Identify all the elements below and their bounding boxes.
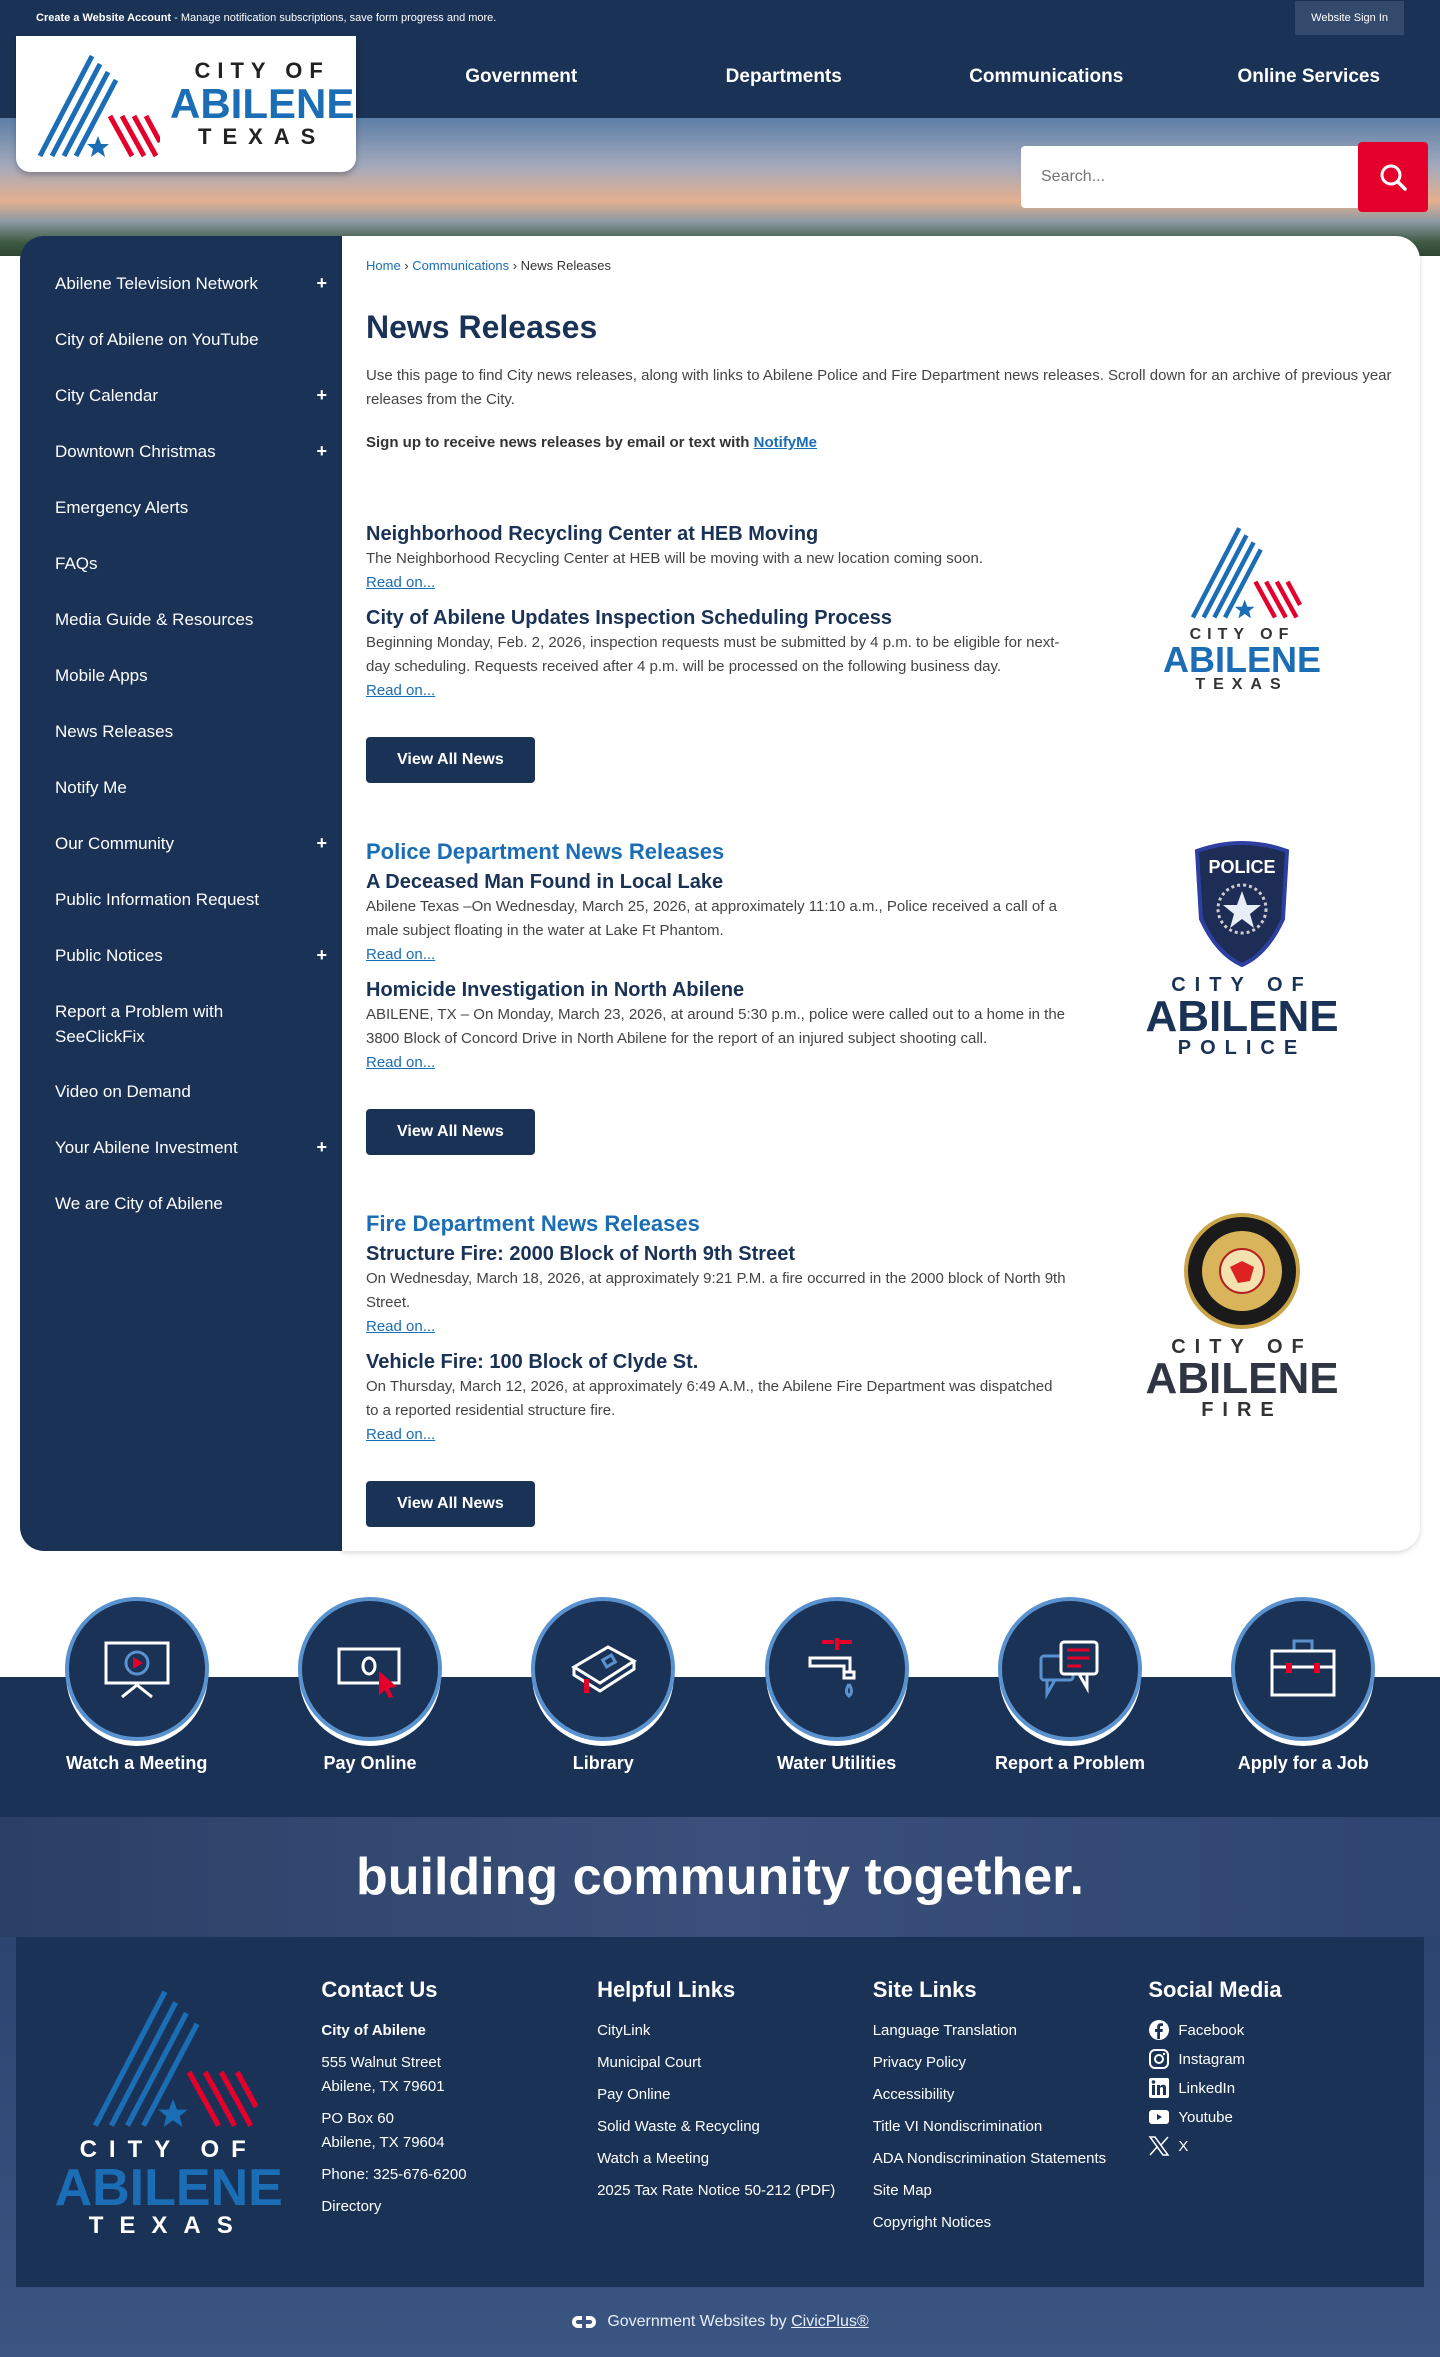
briefcase-icon (1231, 1597, 1375, 1741)
news-section (366, 839, 1392, 1155)
facebook-icon (1148, 2019, 1170, 2041)
sidebar-item[interactable] (20, 648, 342, 704)
read-on-link[interactable]: Read on... (366, 679, 435, 703)
footer-logo: CITY OF ABILENE TEXAS (16, 1977, 321, 2243)
fire-dept-seal-icon (1182, 1211, 1302, 1331)
pay-online-icon (298, 1597, 442, 1741)
svg-text:POLICE: POLICE (1208, 857, 1275, 877)
news-item-desc: Abilene Texas –On Wednesday, March 25, 2026, at approximately 11:10 a.m., Police received a call of a male subject floating in the water at Lake Ft Phantom. (366, 895, 1066, 943)
quick-link[interactable]: Report a Problem (970, 1597, 1170, 1774)
sidebar-item[interactable] (20, 704, 342, 760)
footer-site-links: Site Links Language Translation Privacy Policy Accessibility Title VI Nondiscrimination ADA Nondiscrimination Statements Site Map Copyright Notices (873, 1977, 1149, 2243)
sidebar-item[interactable] (20, 592, 342, 648)
footer-helpful-links: Helpful Links CityLink Municipal Court Pay Online Solid Waste & Recycling Watch a Meeting 2025 Tax Rate Notice 50-212 (PDF) (597, 1977, 873, 2243)
breadcrumb: Home › Communications › News Releases (366, 258, 1392, 273)
website-sign-in-button[interactable]: Website Sign In (1295, 1, 1404, 35)
powered-by: Government Websites by CivicPlus® (16, 2287, 1424, 2357)
page-intro: Use this page to find City news releases, along with links to Abilene Police and Fire Department news releases. Scroll down for an archive of previous year releases from the City. (366, 364, 1392, 412)
search-button[interactable] (1358, 142, 1428, 212)
phone: Phone: 325-676-6200 (321, 2163, 597, 2187)
notifyme-link[interactable]: NotifyMe (754, 434, 817, 451)
sidebar-item[interactable] (20, 816, 342, 872)
sidebar-item-label: Report a Problem with SeeClickFix (55, 999, 285, 1049)
social-link-instagram[interactable]: Instagram (1148, 2048, 1424, 2070)
view-all-news-button[interactable]: View All News (366, 1109, 535, 1155)
directory-link[interactable]: Directory (321, 2195, 597, 2219)
search-bar (1021, 146, 1428, 212)
view-all-news-button[interactable]: View All News (366, 1481, 535, 1527)
sidebar-item-label: Abilene Television Network (55, 271, 258, 296)
sidebar-item[interactable] (20, 1064, 342, 1120)
sidebar-item-label: Your Abilene Investment (55, 1135, 238, 1160)
quick-link[interactable]: Watch a Meeting (37, 1597, 237, 1774)
x-icon (1148, 2135, 1170, 2157)
sidebar-item[interactable] (20, 1176, 342, 1232)
sidebar-item[interactable] (20, 536, 342, 592)
sidebar-item-label: Our Community (55, 831, 174, 856)
sidebar-item[interactable] (20, 928, 342, 984)
abilene-a-logo-icon (79, 1981, 259, 2131)
news-item-desc: On Wednesday, March 18, 2026, at approximately 9:21 P.M. a fire occurred in the 2000 block of North 9th Street. (366, 1267, 1066, 1315)
news-item-title[interactable]: Homicide Investigation in North Abilene (366, 977, 1066, 1003)
read-on-link[interactable]: Read on... (366, 571, 435, 595)
expand-plus-icon[interactable]: + (316, 831, 327, 856)
news-item-title[interactable]: Structure Fire: 2000 Block of North 9th Street (366, 1241, 1066, 1267)
sidebar-item-label: City of Abilene on YouTube (55, 327, 259, 352)
expand-plus-icon[interactable]: + (316, 271, 327, 296)
expand-plus-icon[interactable]: + (316, 1135, 327, 1160)
quick-link[interactable]: Pay Online (270, 1597, 470, 1774)
footer-helpful-link[interactable]: 2025 Tax Rate Notice 50-212 (PDF) (597, 2179, 873, 2203)
sidebar-item-label: Mobile Apps (55, 663, 148, 688)
footer-site-link[interactable]: Title VI Nondiscrimination (873, 2115, 1149, 2139)
news-item-title[interactable]: A Deceased Man Found in Local Lake (366, 869, 1066, 895)
quick-link[interactable]: Apply for a Job (1203, 1597, 1403, 1774)
expand-plus-icon[interactable]: + (316, 383, 327, 408)
social-link-facebook[interactable]: Facebook (1148, 2019, 1424, 2041)
news-item (366, 977, 1066, 1085)
news-item (366, 1349, 1066, 1457)
sidebar-item[interactable] (20, 760, 342, 816)
section-title[interactable]: Fire Department News Releases (366, 1211, 1066, 1237)
news-item (366, 605, 1066, 713)
youtube-icon (1148, 2106, 1170, 2128)
linkedin-icon (1148, 2077, 1170, 2099)
news-item (366, 521, 1066, 605)
sidebar-item[interactable] (20, 312, 342, 368)
quick-link[interactable]: Water Utilities (737, 1597, 937, 1774)
quick-links (0, 1597, 1440, 1817)
section-logo: CITY OF ABILENE TEXAS (1092, 521, 1392, 783)
main-content-area (0, 236, 1440, 1551)
news-section (366, 1211, 1392, 1527)
sidebar-item[interactable] (20, 256, 342, 312)
police-badge-icon (1187, 839, 1297, 969)
read-on-link[interactable]: Read on... (366, 1051, 435, 1075)
expand-plus-icon[interactable]: + (316, 943, 327, 968)
footer (0, 1937, 1440, 2357)
read-on-link[interactable]: Read on... (366, 1423, 435, 1447)
sidebar-item-label: City Calendar (55, 383, 158, 408)
social-link-linkedin[interactable]: LinkedIn (1148, 2077, 1424, 2099)
footer-contact: Contact Us City of Abilene 555 Walnut Street Abilene, TX 79601 PO Box 60 Abilene, TX 79604 Phone: 325-676-6200 Directory (321, 1977, 597, 2243)
nav-government[interactable]: Government (390, 66, 653, 88)
news-item (366, 1241, 1066, 1349)
sidebar-item-label: Downtown Christmas (55, 439, 216, 464)
expand-plus-icon[interactable]: + (316, 439, 327, 464)
section-title[interactable]: Police Department News Releases (366, 839, 1066, 865)
sidebar-item[interactable] (20, 424, 342, 480)
abilene-a-logo-icon (30, 48, 160, 160)
news-item-desc: Beginning Monday, Feb. 2, 2026, inspection requests must be submitted by 4 p.m. to be eligible for next-day scheduling. Requests received after 4 p.m. will be processed on the following business day. (366, 631, 1066, 679)
civicplus-link[interactable]: CivicPlus® (791, 2313, 869, 2330)
sidebar-item-label: Public Information Request (55, 887, 259, 912)
social-link-youtube[interactable]: Youtube (1148, 2106, 1424, 2128)
news-item-desc: The Neighborhood Recycling Center at HEB will be moving with a new location coming soon. (366, 547, 1066, 571)
footer-helpful-link[interactable]: Solid Waste & Recycling (597, 2115, 873, 2139)
nav-online-services[interactable]: Online Services (1178, 66, 1440, 88)
footer-helpful-link[interactable]: Pay Online (597, 2083, 873, 2107)
nav-departments[interactable]: Departments (653, 66, 916, 88)
footer-helpful-link[interactable]: CityLink (597, 2019, 873, 2043)
footer-helpful-link[interactable]: Municipal Court (597, 2051, 873, 2075)
news-section (366, 521, 1392, 783)
news-item-title[interactable]: City of Abilene Updates Inspection Scheduling Process (366, 605, 1066, 631)
logo-wordmark: CITY OF ABILENE TEXAS (170, 58, 354, 150)
news-item-desc: On Thursday, March 12, 2026, at approximately 6:49 A.M., the Abilene Fire Department was dispatched to a reported residential structure fire. (366, 1375, 1066, 1423)
news-item (366, 869, 1066, 977)
tagline-banner: building community together. (0, 1817, 1440, 1937)
site-logo[interactable] (16, 36, 356, 172)
sidebar-item-label: News Releases (55, 719, 173, 744)
breadcrumb-communications[interactable]: Communications (412, 258, 509, 273)
top-bar (0, 0, 1440, 36)
search-input[interactable] (1021, 146, 1358, 208)
news-item-title[interactable]: Vehicle Fire: 100 Block of Clyde St. (366, 1349, 1066, 1375)
footer-site-link[interactable]: Copyright Notices (873, 2211, 1149, 2235)
signup-text: Sign up to receive news releases by email or text with NotifyMe (366, 434, 1392, 451)
sidebar-item-label: Public Notices (55, 943, 163, 968)
news-item-title[interactable]: Neighborhood Recycling Center at HEB Moving (366, 521, 1066, 547)
sidebar-item-label: FAQs (55, 551, 98, 576)
sidebar-item-label: Video on Demand (55, 1079, 191, 1104)
footer-site-link[interactable]: Privacy Policy (873, 2051, 1149, 2075)
view-all-news-button[interactable]: View All News (366, 737, 535, 783)
sidebar-item-label: We are City of Abilene (55, 1191, 223, 1216)
sidebar-item-label: Notify Me (55, 775, 127, 800)
footer-helpful-link[interactable]: Watch a Meeting (597, 2147, 873, 2171)
abilene-a-logo-icon (1182, 521, 1302, 621)
sidebar-item[interactable] (20, 1120, 342, 1176)
sidebar-item-label: Media Guide & Resources (55, 607, 253, 632)
sidebar-item-label: Emergency Alerts (55, 495, 188, 520)
sidebar-item[interactable] (20, 984, 342, 1064)
sidebar-nav (20, 236, 342, 1551)
footer-site-link[interactable]: ADA Nondiscrimination Statements (873, 2147, 1149, 2171)
footer-site-link[interactable]: Site Map (873, 2179, 1149, 2203)
section-logo: CITY OF ABILENE FIRE (1092, 1211, 1392, 1527)
sidebar-item[interactable] (20, 872, 342, 928)
social-link-x[interactable]: X (1148, 2135, 1424, 2157)
create-account-link[interactable]: Create a Website Account - Manage notification subscriptions, save form progress and more. (36, 12, 496, 24)
sidebar-item[interactable] (20, 368, 342, 424)
sidebar-item[interactable] (20, 480, 342, 536)
footer-site-link[interactable]: Language Translation (873, 2019, 1149, 2043)
content-card (342, 236, 1420, 1551)
read-on-link[interactable]: Read on... (366, 943, 435, 967)
footer-social: Social Media Facebook Instagram LinkedIn Youtube X (1148, 1977, 1424, 2243)
news-item-desc: ABILENE, TX – On Monday, March 23, 2026, at around 5:30 p.m., police were called out to a home in the 3800 Block of Concord Drive in North Abilene for the report of an injured subject shooting call. (366, 1003, 1066, 1051)
footer-site-link[interactable]: Accessibility (873, 2083, 1149, 2107)
breadcrumb-current: News Releases (521, 258, 611, 273)
section-logo: POLICE CITY OF ABILENE POLICE (1092, 839, 1392, 1155)
tv-play-icon (65, 1597, 209, 1741)
civicplus-icon (571, 2313, 597, 2331)
search-icon (1378, 162, 1408, 192)
read-on-link[interactable]: Read on... (366, 1315, 435, 1339)
instagram-icon (1148, 2048, 1170, 2070)
nav-communications[interactable]: Communications (915, 66, 1178, 88)
breadcrumb-home[interactable]: Home (366, 258, 401, 273)
faucet-icon (765, 1597, 909, 1741)
chat-bubbles-icon (998, 1597, 1142, 1741)
quick-link[interactable]: Library (503, 1597, 703, 1774)
book-icon (531, 1597, 675, 1741)
page-title: News Releases (366, 309, 1392, 346)
